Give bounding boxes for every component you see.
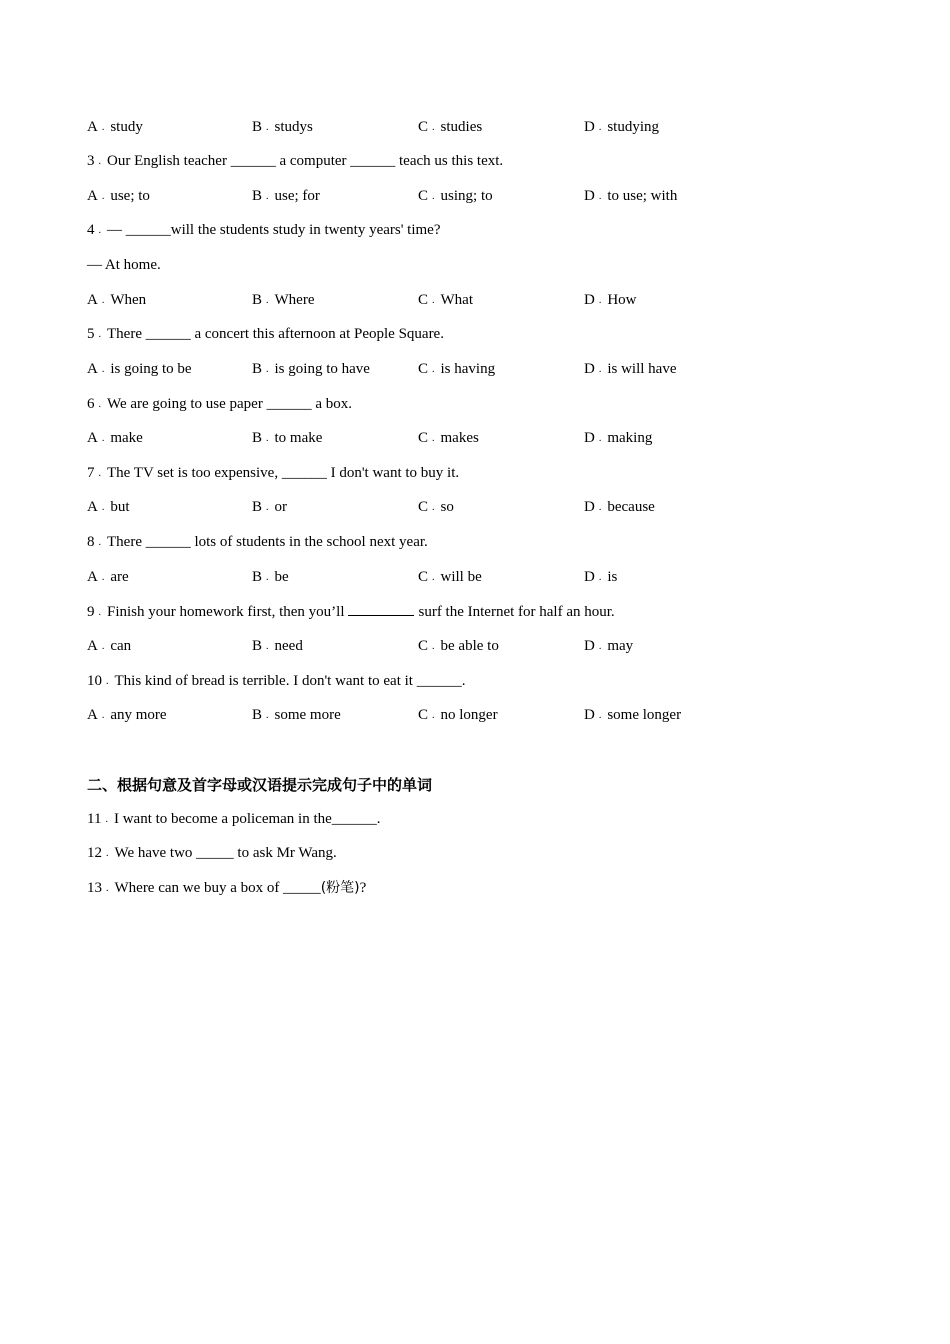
- q8-option-b[interactable]: B . be: [252, 569, 289, 585]
- question-11: 11 . I want to become a policeman in the______.: [87, 811, 381, 827]
- q8-option-d[interactable]: D . is: [584, 569, 618, 585]
- q10-options: [87, 705, 787, 725]
- question-3: 3 . Our English teacher ______ a computer ______ teach us this text.: [87, 153, 504, 169]
- q5-option-d[interactable]: D . is will have: [584, 361, 677, 377]
- q2-option-b[interactable]: B . studys: [252, 119, 313, 135]
- question-12: 12 . We have two _____ to ask Mr Wang.: [87, 845, 337, 861]
- section-2-title: 二、根据句意及首字母或汉语提示完成句子中的单词: [87, 776, 433, 794]
- q8-option-c[interactable]: C . will be: [418, 569, 482, 585]
- q8-options: [87, 567, 787, 587]
- q8-option-a[interactable]: A . are: [87, 569, 129, 585]
- answer-blank[interactable]: [348, 601, 414, 616]
- q7-option-b[interactable]: B . or: [252, 499, 288, 515]
- q4-options: [87, 290, 787, 310]
- q10-option-b[interactable]: B . some more: [252, 707, 341, 723]
- question-4-answer-line: — At home.: [87, 257, 161, 273]
- q3-options: [87, 186, 787, 206]
- q6-option-b[interactable]: B . to make: [252, 430, 323, 446]
- q4-option-a[interactable]: A . When: [87, 292, 147, 308]
- q4-option-c[interactable]: C . What: [418, 292, 473, 308]
- q3-option-d[interactable]: D . to use; with: [584, 188, 678, 204]
- q7-option-c[interactable]: C . so: [418, 499, 454, 515]
- q9-options: [87, 636, 787, 656]
- q2-option-c[interactable]: C . studies: [418, 119, 483, 135]
- question-5: 5 . There ______ a concert this afternoon at People Square.: [87, 326, 444, 342]
- q10-option-a[interactable]: A . any more: [87, 707, 167, 723]
- q3-option-c[interactable]: C . using; to: [418, 188, 493, 204]
- q9-option-d[interactable]: D . may: [584, 638, 634, 654]
- question-4: 4 . — ______will the students study in twenty years' time?: [87, 222, 441, 238]
- q5-option-b[interactable]: B . is going to have: [252, 361, 370, 377]
- q6-option-c[interactable]: C . makes: [418, 430, 479, 446]
- q4-option-b[interactable]: B . Where: [252, 292, 315, 308]
- q9-option-a[interactable]: A . can: [87, 638, 132, 654]
- q9-option-c[interactable]: C . be able to: [418, 638, 499, 654]
- q4-option-d[interactable]: D . How: [584, 292, 637, 308]
- q3-option-a[interactable]: A . use; to: [87, 188, 150, 204]
- question-9: 9 . Finish your homework first, then you’ll surf the Internet for half an hour.: [87, 601, 615, 624]
- q10-option-d[interactable]: D . some longer: [584, 707, 682, 723]
- q6-options: [87, 428, 787, 448]
- q9-option-b[interactable]: B . need: [252, 638, 303, 654]
- question-10: 10 . This kind of bread is terrible. I don't want to eat it ______.: [87, 673, 466, 689]
- q6-option-d[interactable]: D . making: [584, 430, 653, 446]
- q5-options: [87, 359, 787, 379]
- question-8: 8 . There ______ lots of students in the school next year.: [87, 534, 428, 550]
- q7-options: [87, 497, 787, 517]
- question-13: 13 . Where can we buy a box of _____(粉笔)?: [87, 880, 367, 896]
- q2-option-d[interactable]: D . studying: [584, 119, 660, 135]
- q7-option-a[interactable]: A . but: [87, 499, 130, 515]
- q5-option-a[interactable]: A . is going to be: [87, 361, 192, 377]
- question-6: 6 . We are going to use paper ______ a box.: [87, 396, 352, 412]
- q2-option-a[interactable]: A . study: [87, 119, 143, 135]
- q3-option-b[interactable]: B . use; for: [252, 188, 320, 204]
- q5-option-c[interactable]: C . is having: [418, 361, 496, 377]
- q7-option-d[interactable]: D . because: [584, 499, 655, 515]
- q10-option-c[interactable]: C . no longer: [418, 707, 498, 723]
- q6-option-a[interactable]: A . make: [87, 430, 143, 446]
- q2-options: [87, 117, 787, 137]
- question-7: 7 . The TV set is too expensive, ______ I don't want to buy it.: [87, 465, 460, 481]
